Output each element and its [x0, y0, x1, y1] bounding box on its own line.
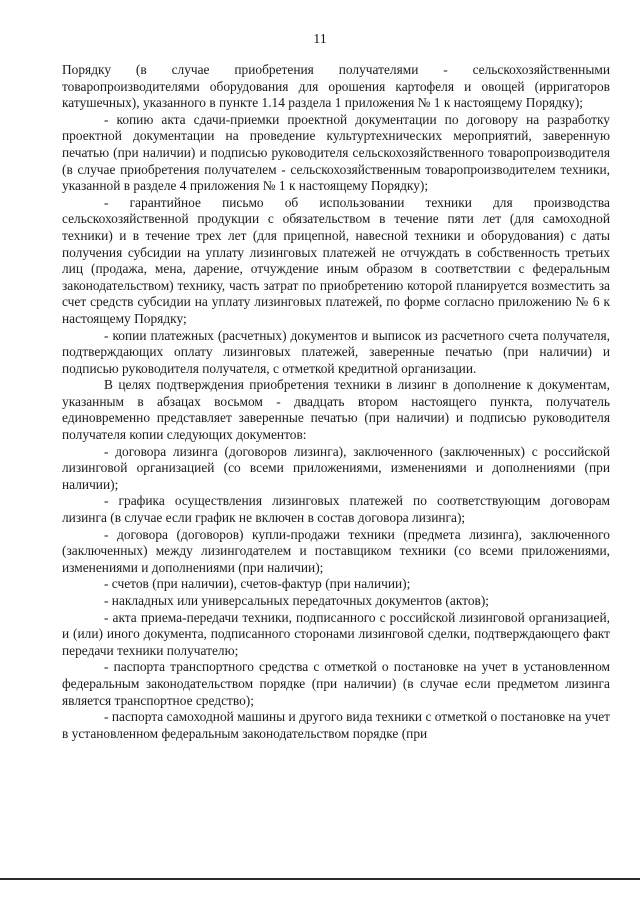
paragraph-waybills: - накладных или универсальных передаточных документов (актов); [104, 593, 490, 608]
paragraph-self-propelled-passport: - паспорта самоходной машины и другого вида техники с отметкой о постановке на учет в установленном федеральным законодательством порядке (при [62, 709, 610, 741]
paragraph-invoices: - счетов (при наличии), счетов-фактур (при наличии); [104, 576, 411, 592]
paragraph-acceptance-act-copy: - копию акта сдачи-приемки проектной документации по договору на разработку проектной документации на проведение культуртехнических мероприятий, заверенную печатью (при наличии) и подписью руководителя сельскохозяйственного товаропроизводителя (в случае приобретения получателем - сельскохозяйственным товаропроизводителем техники, указанной в разделе 4 приложения № 1 к настоящему Порядку); [62, 111, 610, 194]
paragraph-procedure-continuation: Порядку (в случае приобретения получателями - сельскохозяйственными товаропроизводителями оборудования для орошения картофеля и овощей (ирригаторов катушечных), указанного в пункте 1.14 раздела 1 приложения № 1 к настоящему Порядку); [62, 62, 610, 111]
page-number: 11 [313, 32, 327, 47]
paragraph-purchase-contract: - договора (договоров) купли-продажи техники (предмета лизинга), заключенного (заключенных) между лизингодателем и поставщиком техники (со всеми приложениями, изменениями и дополнениями (при наличии); [62, 526, 610, 575]
page-bottom-rule [0, 878, 640, 880]
paragraph-leasing-confirmation: В целях подтверждения приобретения техники в лизинг в дополнение к документам, указанным в абзацах восьмом - двадцать втором настоящего пункта, получатель единовременно представляет заверенные печатью (при наличии) и подписью руководителя получателя копии следующих документов: [62, 377, 610, 443]
paragraph-guarantee-letter: - гарантийное письмо об использовании техники для производства сельскохозяйственной продукции с обязательством в течение пяти лет (для самоходной техники) и в течение трех лет (для прицепной, навесной техники и оборудования) с даты получения субсидии на уплату лизинговых платежей не отчуждать в собственность третьих лиц (продажа, мена, дарение, отчуждение иным образом в соответствии с федеральным законодательством) технику, часть затрат по приобретению которой планируется возместить за счет средств субсидии на уплату лизинговых платежей, по форме согласно приложению № 6 к настоящему Порядку; [62, 194, 610, 326]
paragraph-vehicle-passport: - паспорта транспортного средства с отметкой о постановке на учет в установленном федеральным законодательством порядке (при наличии) (в случае если предметом лизинга является транспортное средство); [62, 659, 610, 708]
document-body [62, 62, 610, 742]
paragraph-payment-documents: - копии платежных (расчетных) документов и выписок из расчетного счета получателя, подтверждающих оплату лизинговых платежей, заверенные печатью (при наличии) и подписью руководителя получателя, с отметкой кредитной организации. [62, 327, 610, 376]
paragraph-leasing-contract: - договора лизинга (договоров лизинга), заключенного (заключенных) с российской лизинговой организацией (со всеми приложениями, изменениями и дополнениями (при наличии); [62, 443, 610, 492]
paragraph-payment-schedule: - графика осуществления лизинговых платежей по соответствующим договорам лизинга (в случае если график не включен в состав договора лизинга); [62, 493, 610, 526]
paragraph-transfer-act: - акта приема-передачи техники, подписанного с российской лизинговой организацией, и (или) иного документа, подписанного сторонами лизинговой сделки, подтверждающего факт передачи техники получателю; [62, 609, 610, 658]
